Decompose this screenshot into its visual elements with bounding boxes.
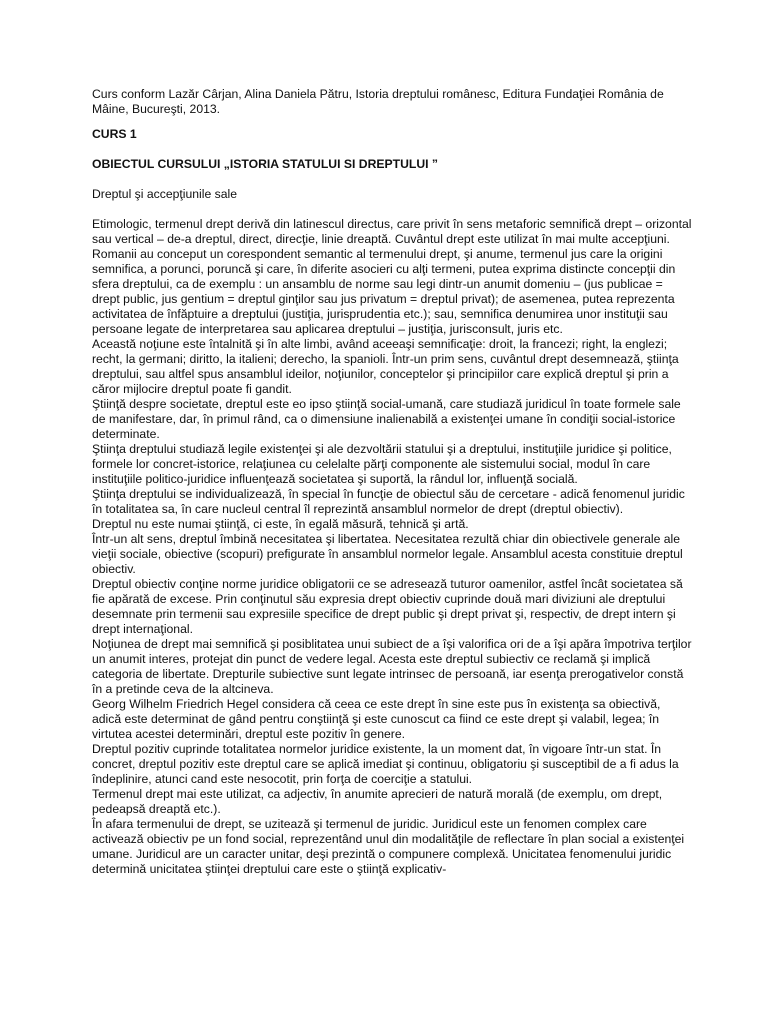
paragraph: Ştiinţa dreptului studiază legile existenţei şi ale dezvoltării statului şi a dreptului, instituţiile juridice şi politice, formele lor concret-istorice, relaţiunea cu celelalte părţi componente ale sistemului social, modul în care instituţiile politico-juridice influenţează societatea şi suportă, la rândul lor, influenţă socială. <box>92 442 672 486</box>
paragraph: Georg Wilhelm Friedrich Hegel considera că ceea ce este drept în sine este pus în existenţa sa obiectivă, adică este determinat de gând pentru conştiinţă şi este cunoscut ca fiind ce este drept şi valabil, legea; în virtutea acestei determinări, dreptul este pozitiv în genere. <box>92 697 661 741</box>
paragraph: Dreptul pozitiv cuprinde totalitatea normelor juridice existente, la un moment dat, în vigoare într-un stat. În concret, dreptul pozitiv este dreptul care se aplică imediat şi continuu, obligatoriu şi susceptibil de a fi adus la îndeplinire, atunci cand este nesocotit, prin forţa de coerciţie a statului. <box>92 742 679 786</box>
paragraph: Dreptul nu este numai ştiinţă, ci este, în egală măsură, tehnică şi artă. <box>92 517 469 531</box>
paragraph: Noţiunea de drept mai semnifică şi posiblitatea unui subiect de a îşi valorifica ori de a îşi apăra împotriva terţilor un anumit interes, protejat din punct de vedere legal. Acesta este dreptul subiectiv ce reclamă şi implică categoria de libertate. Drepturile subiective sunt legate intrinsec de persoană, iar esenţa prerogativelor constă în a pretinde ceva de la altcineva. <box>92 637 692 696</box>
paragraph: Termenul drept mai este utilizat, ca adjectiv, în anumite aprecieri de natură morală (de exemplu, om drept, pedeapsă dreaptă etc.). <box>92 787 663 816</box>
paragraph: Ştiinţa dreptului se individualizează, în special în funcţie de obiectul său de cercetare - adică fenomenul juridic în totalitatea sa, în care nucleul central îl reprezintă ansamblul normelor de drept (dreptul obiectiv). <box>92 487 685 516</box>
paragraph: Ştiinţă despre societate, dreptul este eo ipso ştiinţă social-umană, care studiază juridicul în toate formele sale de manifestare, dar, în primul rând, ca o dimensiune inalienabilă a existenţei umane în condiţii social-istorice determinate. <box>92 397 681 441</box>
paragraph: Dreptul obiectiv conţine norme juridice obligatorii ce se adresează tuturor oamenilor, astfel încât societatea să fie apărată de excese. Prin conţinutul său expresia drept obiectiv cuprinde două mari diviziuni ale dreptului desemnate prin termenii sau expresiile specifice de drept public şi drept privat şi, respectiv, de drept intern şi drept internaţional. <box>92 577 683 636</box>
body-text <box>92 217 692 877</box>
section-title: Dreptul şi accepţiunile sale <box>92 187 237 201</box>
paragraph: Etimologic, termenul drept derivă din latinescul directus, care privit în sens metaforic semnifică drept – orizontal sau vertical – de-a dreptul, direct, direcţie, linie dreaptă. Cuvântul drept este utilizat în mai multe accepţiuni. Romanii au conceput un corespondent semantic al termenului drept, şi anume, termenul jus care la origini semnifica, a porunci, poruncă şi care, în diferite asocieri cu alţi termeni, putea exprima distincte concepţii din sfera dreptului, ca de exemplu : un ansamblu de norme sau legi dintr-un anumit domeniu – (jus publicae = drept public, jus gentium = dreptul ginţilor sau jus privatum = dreptul privat); de asemenea, putea reprezenta activitatea de înfăptuire a dreptului (justiţia, jurisprudentia etc.); sau, semnifica denumirea unor instituţii sau persoane legate de interpretarea sau aplicarea dreptului – justiţia, jurisconsult, juris etc. <box>92 217 692 336</box>
paragraph: Această noţiune este întalnită şi în alte limbi, având aceeaşi semnificaţie: droit, la francezi; right, la englezi; recht, la germani; diritto, la italieni; derecho, la spanioli. Într-un prim sens, cuvântul drept desemnează, ştiinţa dreptului, sau altfel spus ansamblul ideilor, noţiunilor, conceptelor şi principiilor care explică dreptul şi prin a căror mijlocire dreptul poate fi gandit. <box>92 337 679 396</box>
paragraph: Într-un alt sens, dreptul îmbină necesitatea şi libertatea. Necesitatea rezultă chiar din obiectivele generale ale vieţii sociale, obiective (scopuri) prefigurate în ansamblul normelor legale. Ansamblul acesta constituie dreptul obiectiv. <box>92 532 683 576</box>
source-citation: Curs conform Lazăr Cârjan, Alina Daniela Pătru, Istoria dreptului românesc, Editura Fundaţiei România de Mâine, Bucureşti, 2013. <box>92 87 664 116</box>
objective-heading: OBIECTUL CURSULUI „ISTORIA STATULUI SI DREPTULUI ” <box>92 157 438 171</box>
course-label: CURS 1 <box>92 127 137 141</box>
paragraph: În afara termenului de drept, se uzitează şi termenul de juridic. Juridicul este un fenomen complex care activează obiectiv pe un fond social, reprezentând unul din modalităţile de reflectare în plan social a existenţei umane. Juridicul are un caracter unitar, deşi prezintă o compunere complexă. Unicitatea fenomenului juridic determină unicitatea ştiinţei dreptului care este o ştiinţă explicativ- <box>92 817 685 876</box>
document-page <box>92 87 692 877</box>
